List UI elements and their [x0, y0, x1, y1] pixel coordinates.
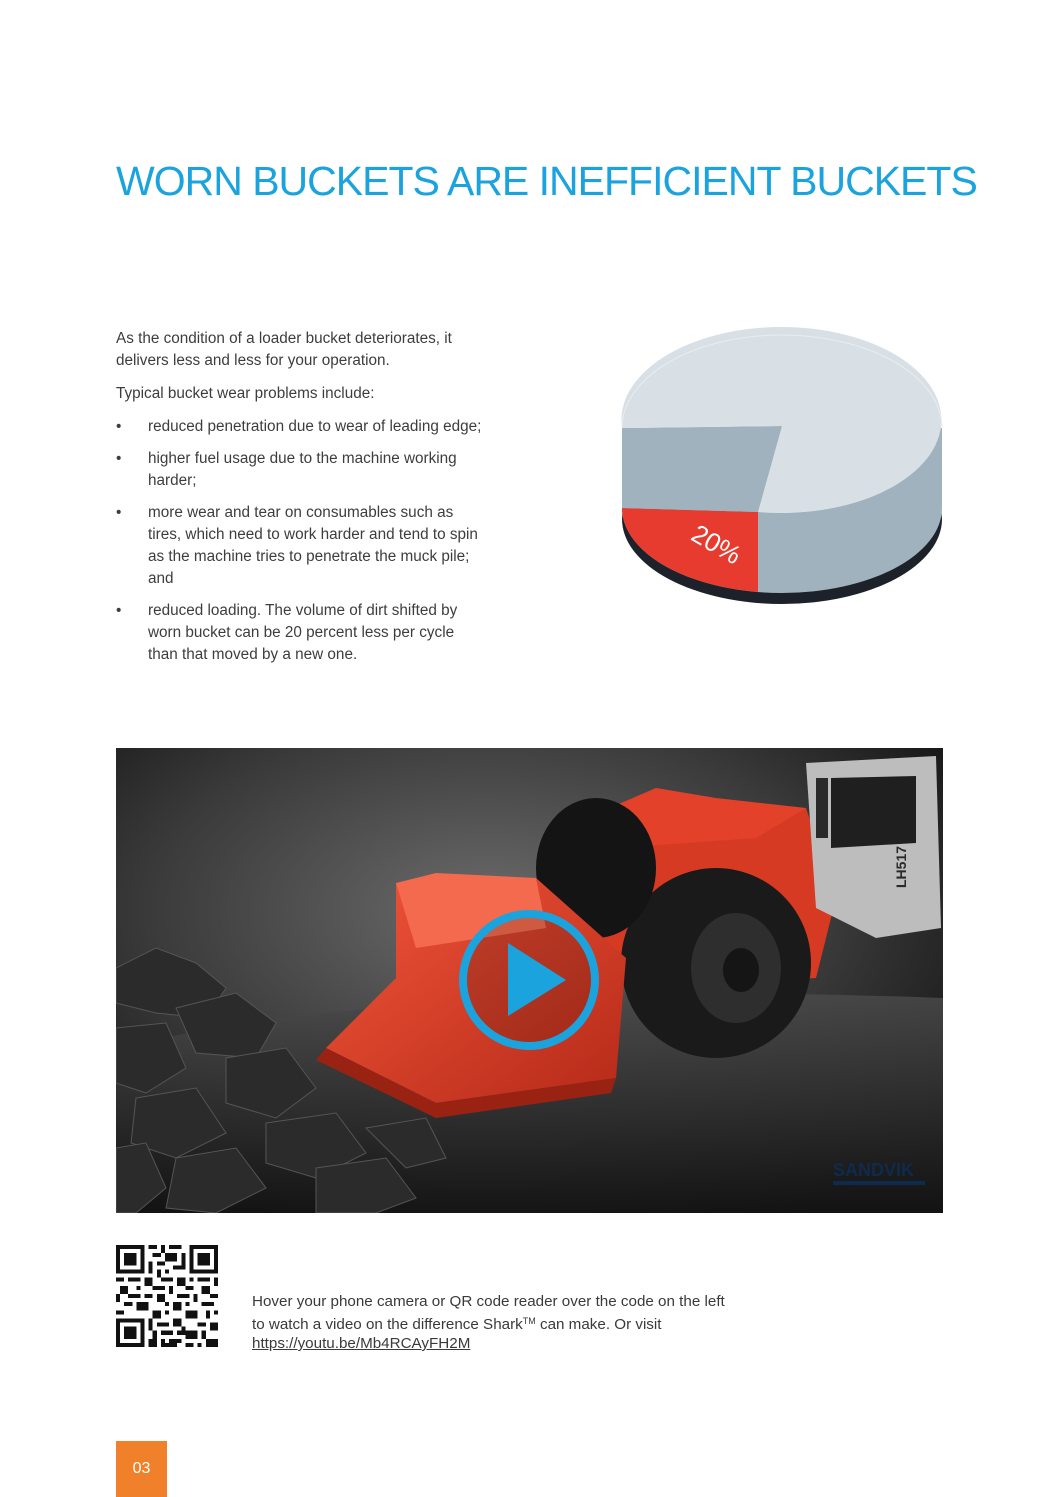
pie-inner-face [622, 426, 782, 512]
page-number-text: 03 [132, 1460, 151, 1477]
bullet-icon: • [116, 418, 122, 435]
bullet-icon: • [116, 504, 122, 521]
qr-instructions [252, 1292, 812, 1354]
page-title: WORN BUCKETS ARE INEFFICIENT BUCKETS [116, 158, 977, 204]
video-thumbnail [116, 748, 943, 1213]
play-icon[interactable] [463, 914, 595, 1046]
list-item-text: higher fuel usage due to the machine working harder; [148, 450, 457, 489]
qr-code [116, 1245, 218, 1347]
pie-chart [612, 322, 954, 614]
intro-paragraph: As the condition of a loader bucket deteriorates, it delivers less and less for your operation. [116, 330, 452, 369]
video-player[interactable] [116, 748, 943, 1213]
qr-line-2-end: can make. Or visit [535, 1315, 662, 1333]
qr-line-2: to watch a video on the difference Shark [252, 1315, 523, 1333]
pie-label-20: 20% [686, 518, 747, 571]
video-link[interactable]: https://youtu.be/Mb4RCAyFH2M [252, 1335, 471, 1352]
list-item [116, 600, 486, 666]
machine-label: LH517 [893, 845, 909, 888]
pie-chart-svg [612, 322, 954, 614]
list-item-text: more wear and tear on consumables such as tires, which need to work harder and tend to spin as the machine tries to penetrate the muck pile; and [148, 504, 478, 587]
qr-line-1: Hover your phone camera or QR code reader over the code on the left [252, 1293, 725, 1310]
problems-heading: Typical bucket wear problems include: [116, 385, 375, 402]
list-item-text: reduced loading. The volume of dirt shifted by worn bucket can be 20 percent less per cycle than that moved by a new one. [148, 602, 458, 663]
problems-list [116, 416, 486, 666]
page-number [116, 1441, 167, 1497]
trademark: TM [522, 1315, 536, 1326]
qr-code-svg [116, 1245, 218, 1347]
list-item-text: reduced penetration due to wear of leading edge; [148, 418, 482, 435]
list-item [116, 448, 486, 492]
bullet-icon: • [116, 602, 122, 619]
bullet-icon: • [116, 450, 122, 467]
body-text [116, 328, 486, 676]
list-item [116, 416, 486, 438]
sandvik-logo: SANDVIK [833, 1160, 915, 1180]
list-item [116, 502, 486, 590]
